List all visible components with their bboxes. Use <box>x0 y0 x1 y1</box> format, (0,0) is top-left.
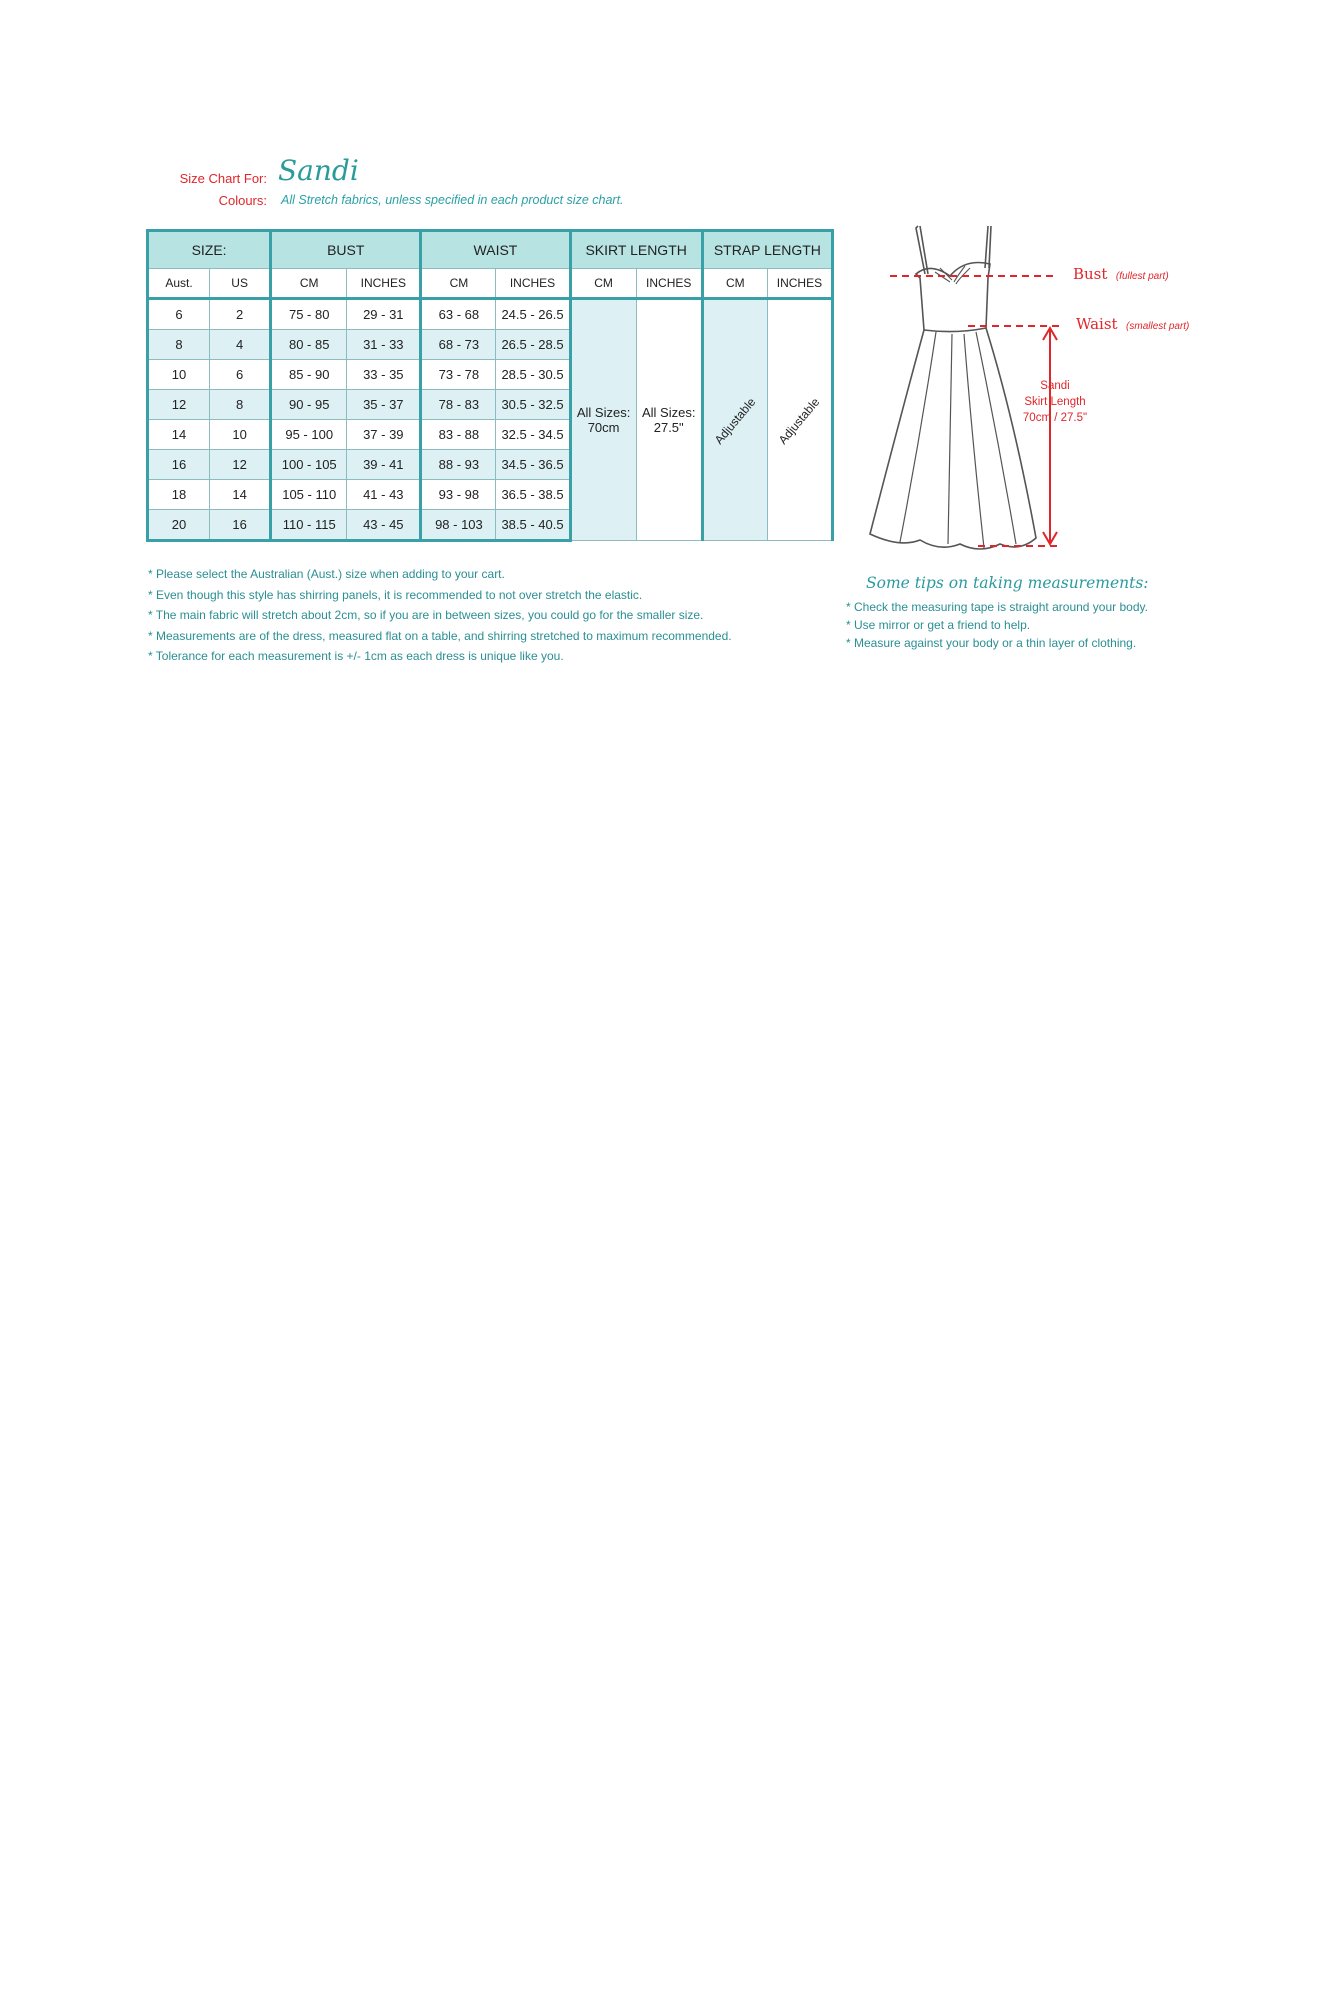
cell-waist-inches: 38.5 - 40.5 <box>496 510 570 541</box>
cell-waist-inches: 28.5 - 30.5 <box>496 360 570 390</box>
skirt-label-line1: Sandi <box>1040 380 1070 392</box>
cell-waist-inches: 32.5 - 34.5 <box>496 420 570 450</box>
tip-item: * Measure against your body or a thin layer of clothing. <box>846 636 1137 650</box>
colours-label: Colours: <box>218 193 267 208</box>
cell-aust: 14 <box>148 420 210 450</box>
waist-label: Waist <box>1076 315 1118 333</box>
sub-header-aust: Aust. <box>148 269 210 299</box>
tip-item: * Check the measuring tape is straight around your body. <box>846 600 1148 614</box>
skirt-cm-line2: 70cm <box>587 420 620 435</box>
size-header: SIZE: <box>148 231 271 269</box>
note-item: * Even though this style has shirring panels, it is recommended to not over stretch the elastic. <box>148 587 643 602</box>
skirt-in-line2: 27.5" <box>653 420 684 435</box>
skirt-label-line3: 70cm / 27.5" <box>1022 412 1088 424</box>
cell-bust-inches: 29 - 31 <box>347 299 421 330</box>
cell-waist-cm: 78 - 83 <box>421 390 496 420</box>
cell-us: 6 <box>210 360 271 390</box>
cell-us: 8 <box>210 390 271 420</box>
cell-bust-cm: 75 - 80 <box>271 299 347 330</box>
cell-waist-inches: 26.5 - 28.5 <box>496 330 570 360</box>
group-header-row <box>148 231 833 269</box>
cell-waist-cm: 93 - 98 <box>421 480 496 510</box>
sub-header-waist-cm: CM <box>421 269 496 299</box>
cell-aust: 8 <box>148 330 210 360</box>
cell-us: 4 <box>210 330 271 360</box>
waist-note: (smallest part) <box>1126 321 1190 332</box>
cell-strap-cm <box>702 299 767 541</box>
strap-in-value: Adjustable <box>776 394 823 447</box>
cell-bust-cm: 105 - 110 <box>271 480 347 510</box>
skirt-cm-line1: All Sizes: <box>576 405 631 420</box>
bust-label-group <box>1073 265 1169 284</box>
cell-bust-inches: 41 - 43 <box>347 480 421 510</box>
dress-skirt-folds <box>900 332 1016 548</box>
cell-waist-cm: 63 - 68 <box>421 299 496 330</box>
note-item: * Tolerance for each measurement is +/- 1cm as each dress is unique like you. <box>148 649 564 663</box>
cell-aust: 10 <box>148 360 210 390</box>
cell-waist-cm: 98 - 103 <box>421 510 496 541</box>
size-chart-label: Size Chart For: <box>179 171 267 186</box>
cell-waist-inches: 34.5 - 36.5 <box>496 450 570 480</box>
cell-us: 12 <box>210 450 271 480</box>
note-item: * Measurements are of the dress, measured flat on a table, and shirring stretched to maximum recommended. <box>148 628 732 643</box>
notes-list <box>148 564 732 667</box>
cell-waist-cm: 73 - 78 <box>421 360 496 390</box>
strap-length-header: STRAP LENGTH <box>702 231 832 269</box>
colours-value: All Stretch fabrics, unless specified in each product size chart. <box>281 193 624 207</box>
cell-skirt-inches <box>636 299 702 541</box>
cell-aust: 20 <box>148 510 210 541</box>
skirt-in-line1: All Sizes: <box>641 405 696 420</box>
waist-header: WAIST <box>421 231 570 269</box>
cell-bust-cm: 95 - 100 <box>271 420 347 450</box>
sub-header-row <box>148 269 833 299</box>
sub-header-us: US <box>210 269 271 299</box>
cell-bust-cm: 85 - 90 <box>271 360 347 390</box>
cell-us: 16 <box>210 510 271 541</box>
tip-item: * Use mirror or get a friend to help. <box>846 618 1031 632</box>
cell-waist-inches: 24.5 - 26.5 <box>496 299 570 330</box>
waist-label-group <box>1076 315 1189 334</box>
tips-list <box>846 598 1148 652</box>
cell-aust: 12 <box>148 390 210 420</box>
cell-bust-inches: 43 - 45 <box>347 510 421 541</box>
size-table <box>146 229 834 542</box>
cell-bust-cm: 80 - 85 <box>271 330 347 360</box>
cell-bust-cm: 90 - 95 <box>271 390 347 420</box>
cell-waist-cm: 83 - 88 <box>421 420 496 450</box>
dress-strap-right <box>985 226 991 268</box>
strap-cm-value: Adjustable <box>711 394 759 447</box>
cell-us: 2 <box>210 299 271 330</box>
cell-strap-inches <box>767 299 832 541</box>
sub-header-bust-inches: INCHES <box>347 269 421 299</box>
table-row <box>148 299 833 330</box>
cell-bust-inches: 33 - 35 <box>347 360 421 390</box>
cell-us: 14 <box>210 480 271 510</box>
cell-bust-inches: 37 - 39 <box>347 420 421 450</box>
cell-us: 10 <box>210 420 271 450</box>
tips-title: Some tips on taking measurements: <box>866 574 1149 592</box>
note-item: * The main fabric will stretch about 2cm, so if you are in between sizes, you could go for the smaller size. <box>148 608 704 622</box>
bust-header: BUST <box>271 231 421 269</box>
cell-bust-inches: 39 - 41 <box>347 450 421 480</box>
bust-note: (fullest part) <box>1115 271 1169 282</box>
cell-waist-cm: 68 - 73 <box>421 330 496 360</box>
sub-header-bust-cm: CM <box>271 269 347 299</box>
cell-waist-inches: 30.5 - 32.5 <box>496 390 570 420</box>
skirt-length-header: SKIRT LENGTH <box>570 231 702 269</box>
sub-header-strap-cm: CM <box>702 269 767 299</box>
cell-waist-inches: 36.5 - 38.5 <box>496 480 570 510</box>
cell-aust: 6 <box>148 299 210 330</box>
bust-label: Bust <box>1073 265 1108 283</box>
cell-waist-cm: 88 - 93 <box>421 450 496 480</box>
sub-header-skirt-inches: INCHES <box>636 269 702 299</box>
cell-bust-cm: 100 - 105 <box>271 450 347 480</box>
cell-bust-inches: 31 - 33 <box>347 330 421 360</box>
dress-strap-left <box>916 226 928 274</box>
sub-header-skirt-cm: CM <box>570 269 636 299</box>
note-item: * Please select the Australian (Aust.) size when adding to your cart. <box>148 567 505 581</box>
cell-aust: 16 <box>148 450 210 480</box>
product-name: Sandi <box>278 154 359 187</box>
cell-bust-inches: 35 - 37 <box>347 390 421 420</box>
sub-header-strap-inches: INCHES <box>767 269 832 299</box>
cell-skirt-cm <box>570 299 636 541</box>
cell-bust-cm: 110 - 115 <box>271 510 347 541</box>
skirt-length-label <box>1010 378 1100 426</box>
sub-header-waist-inches: INCHES <box>496 269 570 299</box>
cell-aust: 18 <box>148 480 210 510</box>
skirt-label-line2: Skirt Length <box>1024 396 1086 408</box>
